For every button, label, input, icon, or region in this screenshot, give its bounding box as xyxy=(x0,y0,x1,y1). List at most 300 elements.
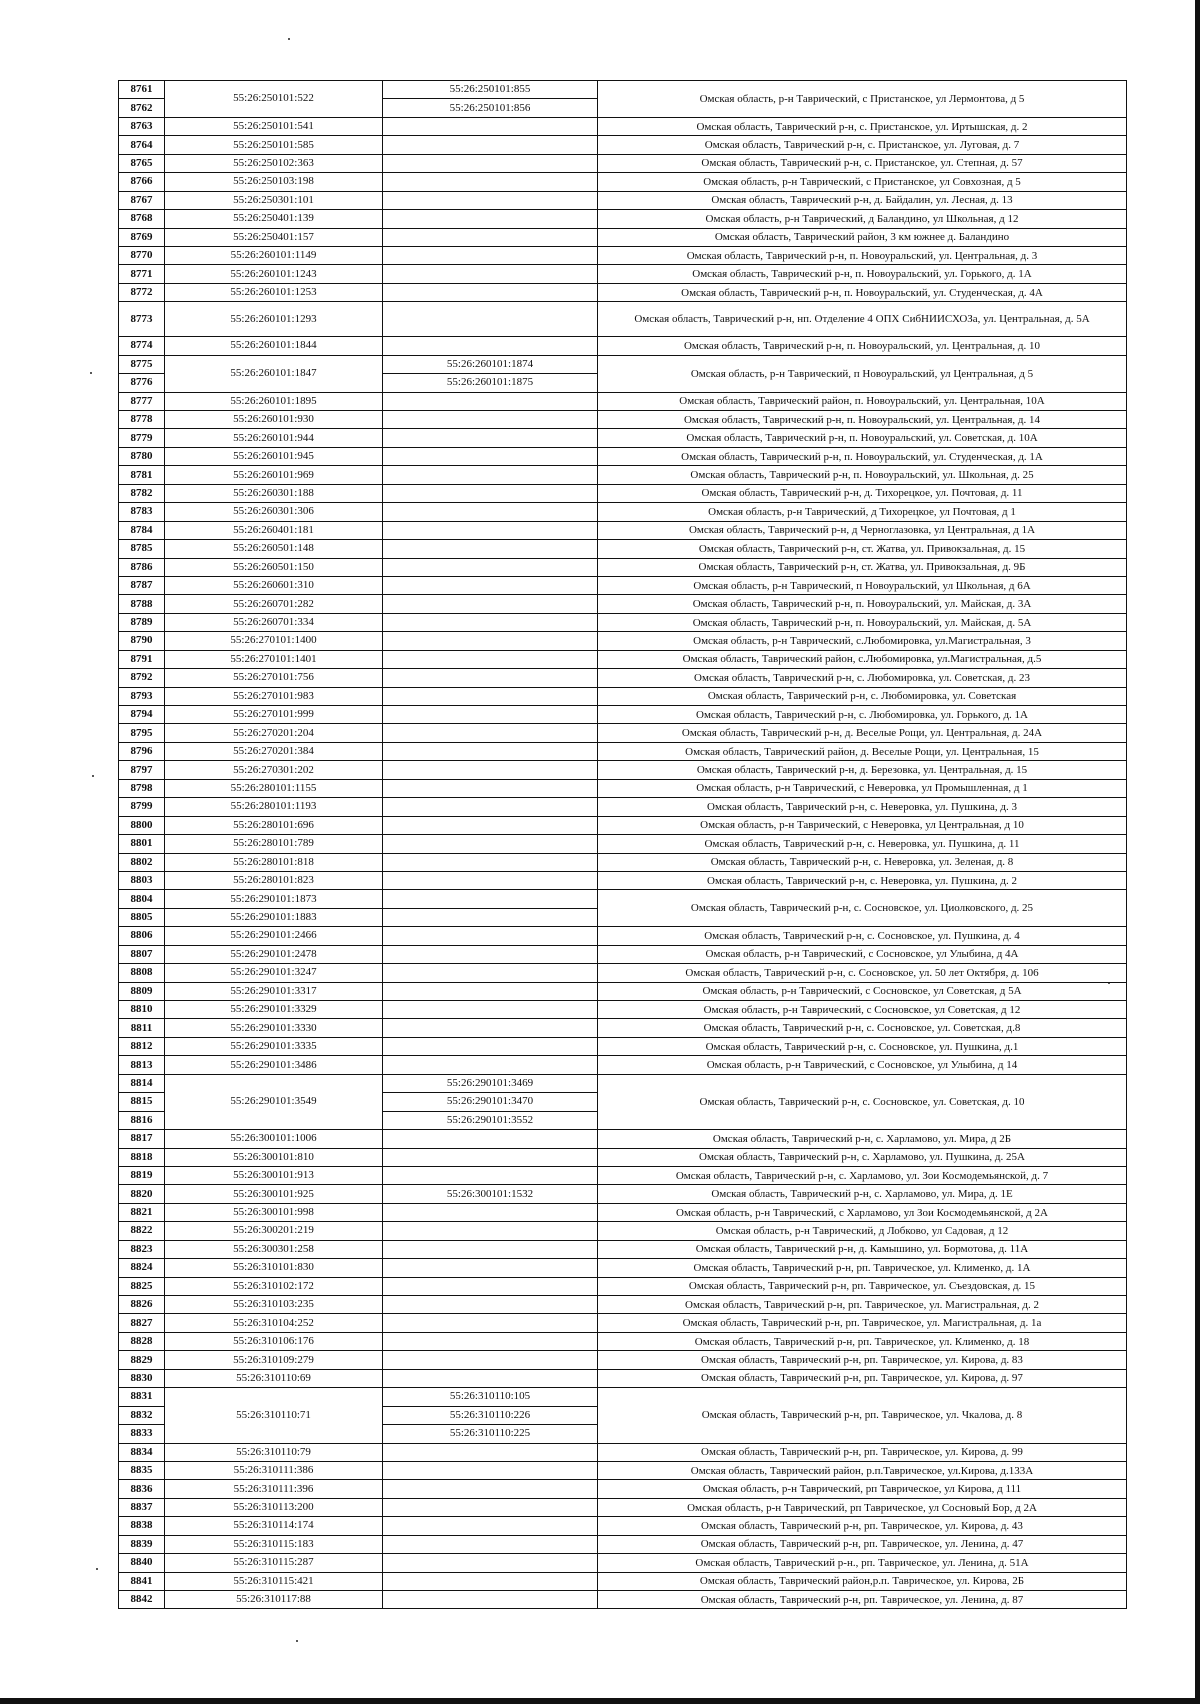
row-number: 8824 xyxy=(119,1259,165,1277)
row-number: 8805 xyxy=(119,908,165,926)
row-number: 8807 xyxy=(119,945,165,963)
cadastral-number: 55:26:260101:1253 xyxy=(165,283,383,301)
cadastral-registry-table xyxy=(118,80,1127,1609)
table-row xyxy=(119,1185,1127,1203)
cadastral-number: 55:26:260501:150 xyxy=(165,558,383,576)
row-number: 8820 xyxy=(119,1185,165,1203)
address: Омская область, р-н Таврический, с.Любомировка, ул.Магистральная, 3 xyxy=(598,632,1127,650)
row-number: 8775 xyxy=(119,355,165,373)
related-cadastral-number xyxy=(383,576,598,594)
address: Омская область, Таврический р-н, рп. Таврическое, ул. Съездовская, д. 15 xyxy=(598,1277,1127,1295)
row-number: 8764 xyxy=(119,136,165,154)
cadastral-number: 55:26:310111:396 xyxy=(165,1480,383,1498)
address: Омская область, Таврический р-н, с. Неверовка, ул. Зеленая, д. 8 xyxy=(598,853,1127,871)
table-row xyxy=(119,173,1127,191)
table-row xyxy=(119,1203,1127,1221)
table-row xyxy=(119,927,1127,945)
related-cadastral-number: 55:26:310110:226 xyxy=(383,1406,598,1424)
row-number: 8781 xyxy=(119,466,165,484)
cadastral-number: 55:26:260101:1847 xyxy=(165,355,383,392)
table-row xyxy=(119,798,1127,816)
address: Омская область, Таврический р-н, с. Харламово, ул. Мира, д 2Б xyxy=(598,1130,1127,1148)
address: Омская область, Таврический р-н, нп. Отделение 4 ОПХ СибНИИСХОЗа, ул. Центральная, д. 5А xyxy=(598,302,1127,337)
cadastral-number: 55:26:270101:999 xyxy=(165,706,383,724)
row-number: 8842 xyxy=(119,1591,165,1609)
related-cadastral-number xyxy=(383,1166,598,1184)
row-number: 8769 xyxy=(119,228,165,246)
row-number: 8765 xyxy=(119,154,165,172)
row-number: 8776 xyxy=(119,374,165,392)
related-cadastral-number xyxy=(383,1203,598,1221)
cadastral-number: 55:26:310109:279 xyxy=(165,1351,383,1369)
related-cadastral-number xyxy=(383,228,598,246)
table-row xyxy=(119,283,1127,301)
address: Омская область, р-н Таврический, с Сосновское, ул Улыбина, д 4А xyxy=(598,945,1127,963)
table-row xyxy=(119,1222,1127,1240)
address: Омская область, Таврический р-н, с. Сосновское, ул. Советская, д.8 xyxy=(598,1019,1127,1037)
related-cadastral-number xyxy=(383,1037,598,1055)
address: Омская область, Таврический р-н, рп. Таврическое, ул. Клименко, д. 18 xyxy=(598,1332,1127,1350)
row-number: 8814 xyxy=(119,1074,165,1092)
related-cadastral-number: 55:26:250101:856 xyxy=(383,99,598,117)
related-cadastral-number xyxy=(383,429,598,447)
table-row xyxy=(119,1074,1127,1092)
cadastral-number: 55:26:310117:88 xyxy=(165,1591,383,1609)
cadastral-number: 55:26:310106:176 xyxy=(165,1332,383,1350)
related-cadastral-number xyxy=(383,1480,598,1498)
related-cadastral-number xyxy=(383,761,598,779)
table-row xyxy=(119,1130,1127,1148)
related-cadastral-number xyxy=(383,890,598,908)
address: Омская область, р-н Таврический, рп Таврическое, ул Сосновый Бор, д 2А xyxy=(598,1498,1127,1516)
cadastral-number: 55:26:260701:334 xyxy=(165,613,383,631)
table-row xyxy=(119,1369,1127,1387)
cadastral-number: 55:26:290101:3329 xyxy=(165,1001,383,1019)
cadastral-number: 55:26:300101:925 xyxy=(165,1185,383,1203)
table-row xyxy=(119,576,1127,594)
address: Омская область, р-н Таврический, с Сосновское, ул Советская, д 5А xyxy=(598,982,1127,1000)
related-cadastral-number xyxy=(383,411,598,429)
related-cadastral-number xyxy=(383,246,598,264)
cadastral-number: 55:26:300101:1006 xyxy=(165,1130,383,1148)
table-row xyxy=(119,835,1127,853)
table-row xyxy=(119,337,1127,355)
table-row xyxy=(119,503,1127,521)
cadastral-number: 55:26:270101:1400 xyxy=(165,632,383,650)
row-number: 8773 xyxy=(119,302,165,337)
row-number: 8799 xyxy=(119,798,165,816)
cadastral-number: 55:26:260401:181 xyxy=(165,521,383,539)
address: Омская область, Таврический р-н, д. Березовка, ул. Центральная, д. 15 xyxy=(598,761,1127,779)
cadastral-number: 55:26:310115:287 xyxy=(165,1554,383,1572)
row-number: 8837 xyxy=(119,1498,165,1516)
address: Омская область, Таврический р-н, п. Новоуральский, ул. Майская, д. 5А xyxy=(598,613,1127,631)
scan-speck xyxy=(92,775,94,777)
row-number: 8767 xyxy=(119,191,165,209)
table-row xyxy=(119,411,1127,429)
related-cadastral-number xyxy=(383,136,598,154)
row-number: 8787 xyxy=(119,576,165,594)
row-number: 8792 xyxy=(119,669,165,687)
row-number: 8793 xyxy=(119,687,165,705)
row-number: 8813 xyxy=(119,1056,165,1074)
table-row xyxy=(119,1591,1127,1609)
cadastral-number: 55:26:260501:148 xyxy=(165,540,383,558)
related-cadastral-number: 55:26:260101:1874 xyxy=(383,355,598,373)
cadastral-number: 55:26:290101:3330 xyxy=(165,1019,383,1037)
cadastral-number: 55:26:300301:258 xyxy=(165,1240,383,1258)
address: Омская область, Таврический р-н, п. Новоуральский, ул. Центральная, д. 14 xyxy=(598,411,1127,429)
cadastral-number: 55:26:310102:172 xyxy=(165,1277,383,1295)
related-cadastral-number xyxy=(383,1351,598,1369)
table-row xyxy=(119,521,1127,539)
address: Омская область, р-н Таврический, д Лобково, ул Садовая, д 12 xyxy=(598,1222,1127,1240)
address: Омская область, р-н Таврический, с Сосновское, ул Улыбина, д 14 xyxy=(598,1056,1127,1074)
address: Омская область, Таврический р-н, с. Сосновское, ул. Пушкина, д.1 xyxy=(598,1037,1127,1055)
table-row xyxy=(119,429,1127,447)
row-number: 8779 xyxy=(119,429,165,447)
row-number: 8785 xyxy=(119,540,165,558)
cadastral-number: 55:26:310115:183 xyxy=(165,1535,383,1553)
table-row xyxy=(119,1572,1127,1590)
related-cadastral-number xyxy=(383,632,598,650)
cadastral-number: 55:26:290101:2466 xyxy=(165,927,383,945)
related-cadastral-number xyxy=(383,927,598,945)
cadastral-number: 55:26:310110:79 xyxy=(165,1443,383,1461)
table-row xyxy=(119,355,1127,373)
row-number: 8762 xyxy=(119,99,165,117)
address: Омская область, Таврический р-н, рп. Таврическое, ул. Чкалова, д. 8 xyxy=(598,1388,1127,1443)
table-row xyxy=(119,1148,1127,1166)
cadastral-number: 55:26:290101:3486 xyxy=(165,1056,383,1074)
row-number: 8819 xyxy=(119,1166,165,1184)
row-number: 8833 xyxy=(119,1425,165,1443)
table-row xyxy=(119,1296,1127,1314)
related-cadastral-number xyxy=(383,1572,598,1590)
cadastral-number: 55:26:300201:219 xyxy=(165,1222,383,1240)
table-row xyxy=(119,558,1127,576)
table-row xyxy=(119,265,1127,283)
address: Омская область, р-н Таврический, с Пристанское, ул Лермонтова, д 5 xyxy=(598,81,1127,118)
address: Омская область, р-н Таврический, с Неверовка, ул Центральная, д 10 xyxy=(598,816,1127,834)
row-number: 8804 xyxy=(119,890,165,908)
related-cadastral-number xyxy=(383,466,598,484)
cadastral-number: 55:26:310111:386 xyxy=(165,1461,383,1479)
cadastral-number: 55:26:290101:1873 xyxy=(165,890,383,908)
cadastral-number: 55:26:260101:969 xyxy=(165,466,383,484)
related-cadastral-number xyxy=(383,1277,598,1295)
related-cadastral-number xyxy=(383,779,598,797)
related-cadastral-number xyxy=(383,1056,598,1074)
row-number: 8800 xyxy=(119,816,165,834)
table-row xyxy=(119,392,1127,410)
cadastral-number: 55:26:270101:983 xyxy=(165,687,383,705)
cadastral-number: 55:26:310110:71 xyxy=(165,1388,383,1443)
address: Омская область, Таврический р-н, с. Любомировка, ул. Горького, д. 1А xyxy=(598,706,1127,724)
row-number: 8784 xyxy=(119,521,165,539)
address: Омская область, р-н Таврический, с Харламово, ул Зои Космодемьянской, д 2А xyxy=(598,1203,1127,1221)
address: Омская область, Таврический р-н, рп. Таврическое, ул. Кирова, д. 83 xyxy=(598,1351,1127,1369)
cadastral-number: 55:26:260301:306 xyxy=(165,503,383,521)
related-cadastral-number xyxy=(383,447,598,465)
cadastral-number: 55:26:310104:252 xyxy=(165,1314,383,1332)
cadastral-number: 55:26:270101:756 xyxy=(165,669,383,687)
cadastral-number: 55:26:260601:310 xyxy=(165,576,383,594)
scan-edge-bottom xyxy=(0,1698,1200,1704)
row-number: 8763 xyxy=(119,117,165,135)
address: Омская область, Таврический р-н, д. Тихорецкое, ул. Почтовая, д. 11 xyxy=(598,484,1127,502)
related-cadastral-number xyxy=(383,1591,598,1609)
cadastral-number: 55:26:280101:789 xyxy=(165,835,383,853)
table-row xyxy=(119,650,1127,668)
scan-edge-right xyxy=(1195,0,1200,1704)
row-number: 8771 xyxy=(119,265,165,283)
cadastral-number: 55:26:270101:1401 xyxy=(165,650,383,668)
row-number: 8770 xyxy=(119,246,165,264)
table-row xyxy=(119,136,1127,154)
address: Омская область, Таврический р-н, с. Сосновское, ул. Советская, д. 10 xyxy=(598,1074,1127,1129)
table-row xyxy=(119,613,1127,631)
related-cadastral-number xyxy=(383,337,598,355)
related-cadastral-number xyxy=(383,687,598,705)
related-cadastral-number xyxy=(383,210,598,228)
related-cadastral-number xyxy=(383,558,598,576)
table-row xyxy=(119,853,1127,871)
row-number: 8828 xyxy=(119,1332,165,1350)
related-cadastral-number xyxy=(383,503,598,521)
row-number: 8791 xyxy=(119,650,165,668)
row-number: 8818 xyxy=(119,1148,165,1166)
row-number: 8802 xyxy=(119,853,165,871)
table-row xyxy=(119,1443,1127,1461)
scan-speck xyxy=(96,1568,98,1570)
cadastral-number: 55:26:290101:2478 xyxy=(165,945,383,963)
address: Омская область, Таврический р-н, с. Пристанское, ул. Степная, д. 57 xyxy=(598,154,1127,172)
scan-speck xyxy=(90,372,92,374)
row-number: 8839 xyxy=(119,1535,165,1553)
row-number: 8821 xyxy=(119,1203,165,1221)
address: Омская область, Таврический р-н, д Черноглазовка, ул Центральная, д 1А xyxy=(598,521,1127,539)
related-cadastral-number xyxy=(383,117,598,135)
table-row xyxy=(119,890,1127,908)
cadastral-number: 55:26:250401:139 xyxy=(165,210,383,228)
row-number: 8823 xyxy=(119,1240,165,1258)
row-number: 8822 xyxy=(119,1222,165,1240)
address: Омская область, Таврический р-н, с. Сосновское, ул. Циолковского, д. 25 xyxy=(598,890,1127,927)
related-cadastral-number xyxy=(383,669,598,687)
address: Омская область, Таврический р-н, ст. Жатва, ул. Привокзальная, д. 9Б xyxy=(598,558,1127,576)
table-row xyxy=(119,706,1127,724)
related-cadastral-number xyxy=(383,540,598,558)
row-number: 8796 xyxy=(119,742,165,760)
table-row xyxy=(119,1277,1127,1295)
table-row xyxy=(119,1240,1127,1258)
row-number: 8768 xyxy=(119,210,165,228)
address: Омская область, Таврический р-н, рп. Таврическое, ул. Кирова, д. 97 xyxy=(598,1369,1127,1387)
row-number: 8808 xyxy=(119,964,165,982)
cadastral-number: 55:26:300101:810 xyxy=(165,1148,383,1166)
address: Омская область, Таврический р-н, с. Харламово, ул. Зои Космодемьянской, д. 7 xyxy=(598,1166,1127,1184)
cadastral-number: 55:26:310113:200 xyxy=(165,1498,383,1516)
row-number: 8832 xyxy=(119,1406,165,1424)
row-number: 8777 xyxy=(119,392,165,410)
related-cadastral-number: 55:26:310110:225 xyxy=(383,1425,598,1443)
address: Омская область, Таврический р-н, рп. Таврическое, ул. Клименко, д. 1А xyxy=(598,1259,1127,1277)
row-number: 8806 xyxy=(119,927,165,945)
address: Омская область, Таврический р-н, с. Пристанское, ул. Луговая, д. 7 xyxy=(598,136,1127,154)
address: Омская область, Таврический р-н, с. Сосновское, ул. 50 лет Октября, д. 106 xyxy=(598,964,1127,982)
table-row xyxy=(119,1314,1127,1332)
row-number: 8811 xyxy=(119,1019,165,1037)
table-row xyxy=(119,210,1127,228)
table-row xyxy=(119,1019,1127,1037)
related-cadastral-number xyxy=(383,964,598,982)
table-row xyxy=(119,632,1127,650)
cadastral-number: 55:26:250102:363 xyxy=(165,154,383,172)
address: Омская область, Таврический р-н, с. Неверовка, ул. Пушкина, д. 11 xyxy=(598,835,1127,853)
table-row xyxy=(119,1461,1127,1479)
related-cadastral-number xyxy=(383,302,598,337)
address: Омская область, Таврический р-н, с. Неверовка, ул. Пушкина, д. 3 xyxy=(598,798,1127,816)
cadastral-number: 55:26:310101:830 xyxy=(165,1259,383,1277)
cadastral-number: 55:26:290101:3247 xyxy=(165,964,383,982)
address: Омская область, Таврический р-н, п. Новоуральский, ул. Школьная, д. 25 xyxy=(598,466,1127,484)
row-number: 8782 xyxy=(119,484,165,502)
table-row xyxy=(119,81,1127,99)
row-number: 8817 xyxy=(119,1130,165,1148)
row-number: 8835 xyxy=(119,1461,165,1479)
cadastral-number: 55:26:300101:913 xyxy=(165,1166,383,1184)
cadastral-number: 55:26:280101:818 xyxy=(165,853,383,871)
row-number: 8827 xyxy=(119,1314,165,1332)
address: Омская область, Таврический р-н, д. Камышино, ул. Бормотова, д. 11А xyxy=(598,1240,1127,1258)
related-cadastral-number xyxy=(383,1001,598,1019)
row-number: 8774 xyxy=(119,337,165,355)
row-number: 8797 xyxy=(119,761,165,779)
address: Омская область, р-н Таврический, с Сосновское, ул Советская, д 12 xyxy=(598,1001,1127,1019)
table-row xyxy=(119,191,1127,209)
related-cadastral-number: 55:26:310110:105 xyxy=(383,1388,598,1406)
related-cadastral-number xyxy=(383,1130,598,1148)
address: Омская область, Таврический район,р.п. Таврическое, ул. Кирова, 2Б xyxy=(598,1572,1127,1590)
cadastral-number: 55:26:260101:944 xyxy=(165,429,383,447)
cadastral-number: 55:26:270201:384 xyxy=(165,742,383,760)
address: Омская область, Таврический р-н, с. Любомировка, ул. Советская, д. 23 xyxy=(598,669,1127,687)
related-cadastral-number xyxy=(383,1019,598,1037)
row-number: 8838 xyxy=(119,1517,165,1535)
row-number: 8778 xyxy=(119,411,165,429)
table-row xyxy=(119,302,1127,337)
address: Омская область, Таврический р-н, рп. Таврическое, ул. Магистральная, д. 1а xyxy=(598,1314,1127,1332)
table-row xyxy=(119,1332,1127,1350)
cadastral-number: 55:26:250301:101 xyxy=(165,191,383,209)
table-row xyxy=(119,1056,1127,1074)
table-row xyxy=(119,724,1127,742)
related-cadastral-number xyxy=(383,1461,598,1479)
cadastral-number: 55:26:250101:585 xyxy=(165,136,383,154)
cadastral-number: 55:26:310115:421 xyxy=(165,1572,383,1590)
table-row xyxy=(119,779,1127,797)
address: Омская область, Таврический район, р.п.Таврическое, ул.Кирова, д.133А xyxy=(598,1461,1127,1479)
related-cadastral-number xyxy=(383,595,598,613)
address: Омская область, Таврический р-н, с. Неверовка, ул. Пушкина, д. 2 xyxy=(598,871,1127,889)
row-number: 8798 xyxy=(119,779,165,797)
cadastral-number: 55:26:290101:3317 xyxy=(165,982,383,1000)
cadastral-number: 55:26:290101:3335 xyxy=(165,1037,383,1055)
related-cadastral-number xyxy=(383,283,598,301)
table-row xyxy=(119,1388,1127,1406)
address: Омская область, Таврический р-н, с. Сосновское, ул. Пушкина, д. 4 xyxy=(598,927,1127,945)
address: Омская область, Таврический р-н, п. Новоуральский, ул. Майская, д. 3А xyxy=(598,595,1127,613)
related-cadastral-number xyxy=(383,1535,598,1553)
row-number: 8810 xyxy=(119,1001,165,1019)
related-cadastral-number xyxy=(383,816,598,834)
cadastral-number: 55:26:280101:1193 xyxy=(165,798,383,816)
address: Омская область, р-н Таврический, с Неверовка, ул Промышленная, д 1 xyxy=(598,779,1127,797)
cadastral-number: 55:26:310110:69 xyxy=(165,1369,383,1387)
cadastral-number: 55:26:260101:1149 xyxy=(165,246,383,264)
related-cadastral-number xyxy=(383,742,598,760)
scan-speck xyxy=(296,1640,298,1642)
row-number: 8801 xyxy=(119,835,165,853)
address: Омская область, р-н Таврический, д Тихорецкое, ул Почтовая, д 1 xyxy=(598,503,1127,521)
table-row xyxy=(119,595,1127,613)
row-number: 8809 xyxy=(119,982,165,1000)
related-cadastral-number: 55:26:250101:855 xyxy=(383,81,598,99)
row-number: 8789 xyxy=(119,613,165,631)
address: Омская область, р-н Таврический, рп Таврическое, ул Кирова, д 111 xyxy=(598,1480,1127,1498)
related-cadastral-number xyxy=(383,835,598,853)
table-row xyxy=(119,742,1127,760)
related-cadastral-number xyxy=(383,1222,598,1240)
table-row xyxy=(119,687,1127,705)
related-cadastral-number xyxy=(383,1517,598,1535)
cadastral-number: 55:26:260301:188 xyxy=(165,484,383,502)
registry-body xyxy=(119,81,1127,1609)
related-cadastral-number xyxy=(383,853,598,871)
cadastral-number: 55:26:260101:1243 xyxy=(165,265,383,283)
table-row xyxy=(119,1498,1127,1516)
address: Омская область, Таврический р-н, с. Пристанское, ул. Иртышская, д. 2 xyxy=(598,117,1127,135)
cadastral-number: 55:26:250101:541 xyxy=(165,117,383,135)
related-cadastral-number xyxy=(383,392,598,410)
address: Омская область, Таврический р-н, с. Любомировка, ул. Советская xyxy=(598,687,1127,705)
address: Омская область, р-н Таврический, п Новоуральский, ул Школьная, д 6А xyxy=(598,576,1127,594)
table-row xyxy=(119,964,1127,982)
row-number: 8761 xyxy=(119,81,165,99)
table-row xyxy=(119,154,1127,172)
row-number: 8815 xyxy=(119,1093,165,1111)
row-number: 8840 xyxy=(119,1554,165,1572)
row-number: 8766 xyxy=(119,173,165,191)
address: Омская область, Таврический р-н, рп. Таврическое, ул. Кирова, д. 43 xyxy=(598,1517,1127,1535)
row-number: 8795 xyxy=(119,724,165,742)
table-row xyxy=(119,228,1127,246)
related-cadastral-number xyxy=(383,724,598,742)
related-cadastral-number xyxy=(383,908,598,926)
table-row xyxy=(119,484,1127,502)
table-row xyxy=(119,540,1127,558)
related-cadastral-number xyxy=(383,871,598,889)
row-number: 8834 xyxy=(119,1443,165,1461)
cadastral-number: 55:26:250401:157 xyxy=(165,228,383,246)
related-cadastral-number xyxy=(383,1296,598,1314)
row-number: 8786 xyxy=(119,558,165,576)
address: Омская область, Таврический р-н, с. Харламово, ул. Мира, д. 1Е xyxy=(598,1185,1127,1203)
cadastral-number: 55:26:290101:1883 xyxy=(165,908,383,926)
cadastral-number: 55:26:260101:1844 xyxy=(165,337,383,355)
address: Омская область, Таврический р-н, д. Веселые Рощи, ул. Центральная, д. 24А xyxy=(598,724,1127,742)
